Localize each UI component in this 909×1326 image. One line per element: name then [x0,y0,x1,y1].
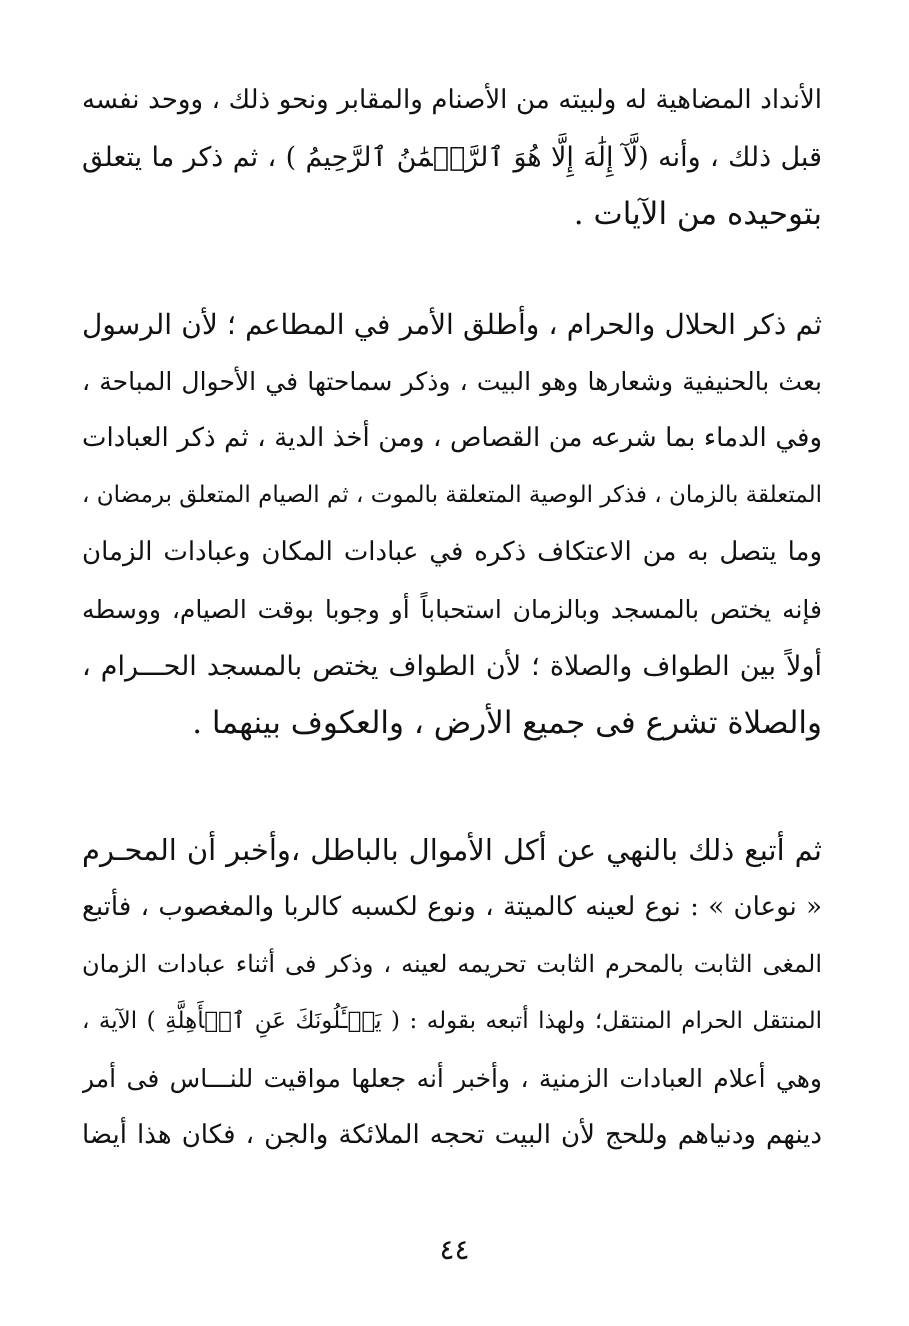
text-line: دينهم ودنياهم وللحج لأن البيت تحجه الملائكة والجن ، فكان هذا أيضا [82,1120,822,1150]
paragraph-3 [82,822,822,1164]
text-line: المغى الثابت بالمحرم الثابت تحريمه لعينه ، وذكر فى أثناء عبادات الزمان [82,950,822,978]
text-line: وفي الدماء بما شرعه من القصاص ، ومن أخذ الدية ، ثم ذكر العبادات [82,423,822,453]
text-line: الأنداد المضاهية له ولبيته من الأصنام والمقابر ونحو ذلك ، ووحد نفسه [82,85,822,115]
text-line: « نوعان » : نوع لعينه كالميتة ، ونوع لكسبه كالربا والمغصوب ، فأتبع [82,892,822,922]
text-line: فإنه يختص بالمسجد وبالزمان استحباباً أو وجوبا بوقت الصيام، ووسطه [82,595,822,624]
text-line: وهي أعلام العبادات الزمنية ، وأخبر أنه جعلها مواقيت للنـــاس فى أمر [82,1064,822,1093]
text-line: وما يتصل به من الاعتكاف ذكره في عبادات المكان وعبادات الزمان [82,537,822,567]
text-line: ثم أتبع ذلك بالنهي عن أكل الأموال بالباطل ،وأخبر أن المحـرم [82,833,822,867]
text-line: المنتقل الحرام المنتقل؛ ولهذا أتبعه بقوله : ( يَسۡـَٔلُونَكَ عَنِ ٱلۡأَهِلَّةِ ) الآية ، [82,1008,822,1034]
text-line: المتعلقة بالزمان ، فذكر الوصية المتعلقة بالموت ، ثم الصيام المتعلق برمضان ، [82,482,822,508]
page-number: ٤٤ [439,1233,470,1266]
paragraph-2 [82,296,822,752]
text-line: قبل ذلك ، وأنه (لَّآ إِلَٰهَ إِلَّا هُوَ ٱلرَّحۡمَٰنُ ٱلرَّحِيمُ ) ، ثم ذكر ما يتعلق [82,142,822,173]
text-line: بعث بالحنيفية وشعارها وهو البيت ، وذكر سماحتها في الأحوال المباحة ، [82,367,822,396]
text-line: والصلاة تشرع فى جميع الأرض ، والعكوف بينهما . [192,705,822,741]
text-line: ثم ذكر الحلال والحرام ، وأطلق الأمر في المطاعم ؛ لأن الرسول [82,308,822,341]
text-line: بتوحيده من الآيات . [573,196,822,232]
paragraph-1 [82,72,822,243]
text-line: أولاً بين الطواف والصلاة ؛ لأن الطواف يختص بالمسجد الحـــرام ، [82,651,822,682]
